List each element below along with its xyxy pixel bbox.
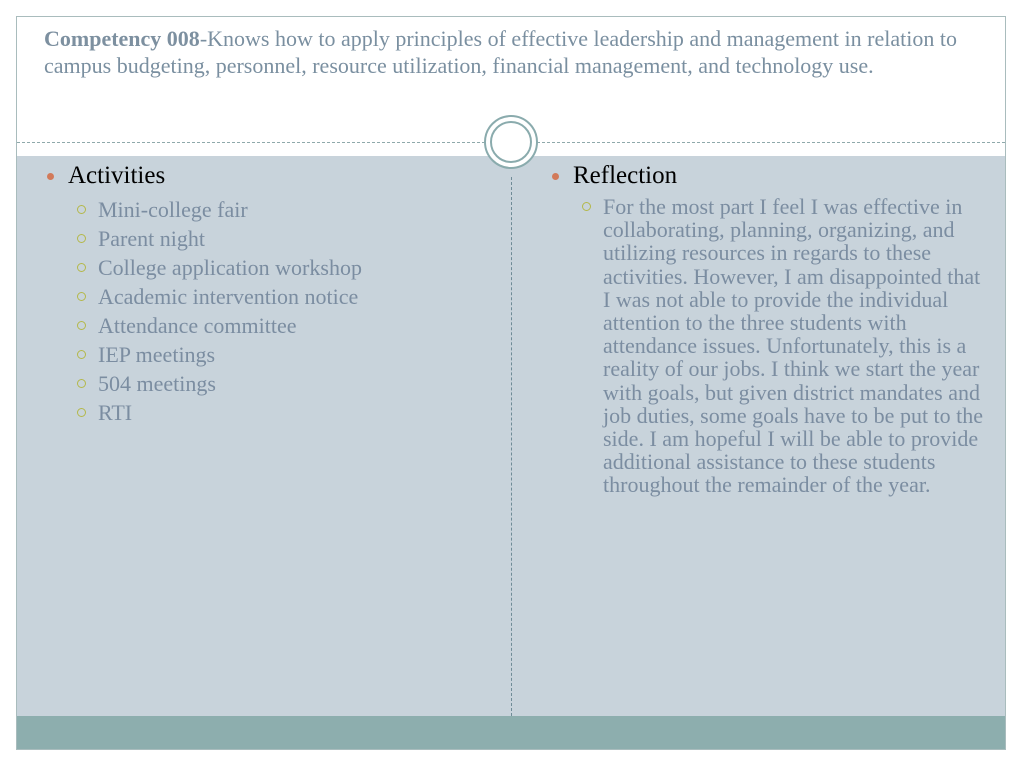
reflection-heading-text: Reflection — [573, 162, 678, 189]
footer-band — [17, 716, 1005, 750]
title-bold: Competency 008 — [44, 26, 200, 51]
list-item-label: College application workshop — [98, 255, 362, 280]
bullet-dot-icon — [47, 173, 54, 180]
ring-bullet-icon — [77, 408, 86, 417]
list-item — [77, 398, 497, 427]
title-text: -Knows how to apply principles of effective leadership and management in relation to campus budgeting, personnel, resource utilization, financial management, and technology use. — [44, 26, 957, 78]
ring-bullet-icon — [77, 321, 86, 330]
list-item-label: Academic intervention notice — [98, 284, 359, 309]
reflection-heading — [552, 161, 992, 191]
reflection-item — [582, 195, 992, 497]
activities-list — [47, 195, 497, 427]
bullet-dot-icon — [552, 173, 559, 180]
reflection-paragraph: For the most part I feel I was effective in collaborating, planning, organizing, and utilizing resources in regards to these activities. However, I am disappointed that I was not able to provide the individual attention to the three students with attendance issues. Unfortunately, this is a reality of our jobs. I think we start the year with goals, but given district mandates and job duties, some goals have to be put to the side. I am hopeful I will be able to provide additional assistance to these students throughout the remainder of the year. — [603, 194, 984, 498]
slide — [16, 16, 1006, 750]
list-item-label: RTI — [98, 400, 133, 425]
activities-heading-text: Activities — [68, 162, 166, 189]
list-item — [77, 224, 497, 253]
list-item — [77, 195, 497, 224]
ring-bullet-icon — [77, 263, 86, 272]
ring-bullet-icon — [77, 205, 86, 214]
reflection-column — [552, 161, 992, 497]
inner-circle-icon — [490, 121, 532, 163]
column-divider — [511, 177, 512, 716]
activities-heading — [47, 161, 497, 191]
ring-bullet-icon — [582, 202, 591, 211]
ring-bullet-icon — [77, 379, 86, 388]
ring-bullet-icon — [77, 234, 86, 243]
ring-bullet-icon — [77, 350, 86, 359]
list-item-label: Attendance committee — [98, 313, 297, 338]
list-item — [77, 369, 497, 398]
list-item-label: Mini-college fair — [98, 197, 248, 222]
list-item — [77, 282, 497, 311]
activities-column — [47, 161, 497, 427]
list-item — [77, 253, 497, 282]
ring-bullet-icon — [77, 292, 86, 301]
list-item-label: IEP meetings — [98, 342, 216, 367]
list-item — [77, 340, 497, 369]
list-item — [77, 311, 497, 340]
slide-title — [44, 25, 974, 79]
list-item-label: 504 meetings — [98, 371, 216, 396]
list-item-label: Parent night — [98, 226, 205, 251]
